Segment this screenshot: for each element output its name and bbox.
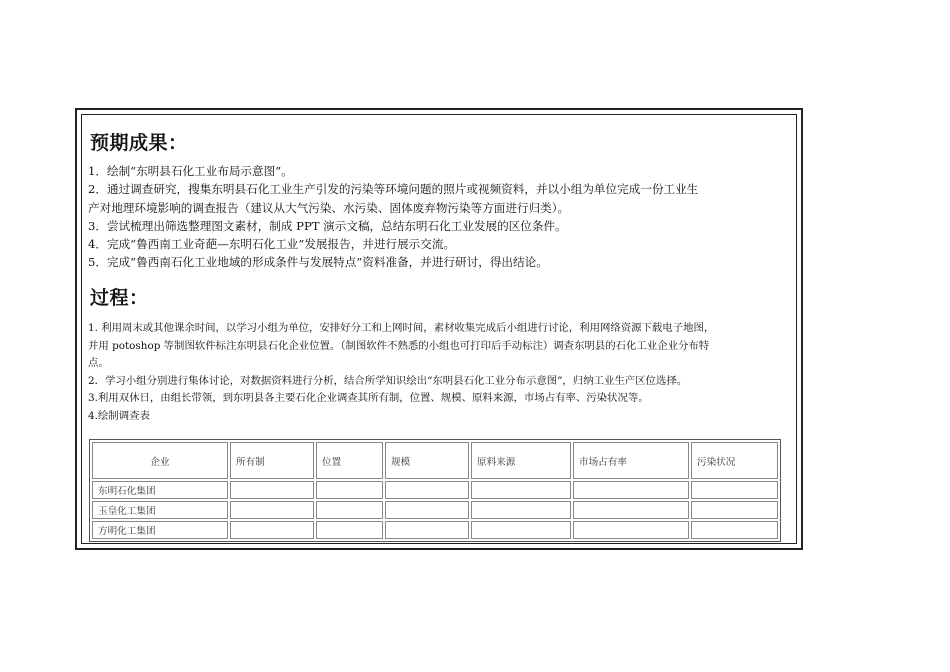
results-item: 2．通过调查研究，搜集东明县石化工业生产引发的污染等环境问题的照片或视频资料，并以小组为单位完成一份工业生 [88,182,699,197]
process-item: 点。 [88,357,109,369]
table-cell [691,521,778,539]
process-item: 3.利用双休日，由组长带领，到东明县各主要石化企业调查其所有制，位置、规模、原料来源，市场占有率、污染状况等。 [88,392,649,404]
process-list [88,320,794,425]
results-heading: 预期成果： [90,132,188,154]
table-cell [691,501,778,519]
table-row [92,481,778,499]
process-heading: 过程： [90,287,149,309]
header-cell-scale: 规模 [385,442,469,479]
table-cell [316,501,383,519]
table-cell [385,501,469,519]
process-item: 2．学习小组分别进行集体讨论，对数据资料进行分析，结合所学知识绘出“东明县石化工业分布示意图”，归纳工业生产区位选择。 [88,374,688,387]
table-row [92,521,778,539]
table-cell [316,481,383,499]
table-cell-enterprise: 玉皇化工集团 [92,501,228,519]
results-item: 产对地理环境影响的调查报告（建议从大气污染、水污染、固体废弃物污染等方面进行归类）。 [88,200,570,215]
results-item: 3．尝试梳理出筛选整理图文素材，制成 PPT 演示文稿，总结东明石化工业发展的区位条件。 [88,218,567,233]
table-cell [385,481,469,499]
header-cell-pollution: 污染状况 [691,442,778,479]
table-cell [573,501,689,519]
content-frame [75,108,803,550]
table-cell [471,521,571,539]
header-cell-location: 位置 [316,442,383,479]
table-header-row [92,442,778,479]
process-item: 1. 利用周末或其他课余时间，以学习小组为单位，安排好分工和上网时间，素材收集完成后小组进行讨论，利用网络资源下载电子地图， [88,322,715,334]
process-item: 4.绘制调查表 [88,409,150,422]
table-cell [471,481,571,499]
header-cell-ownership: 所有制 [230,442,314,479]
survey-table [89,439,781,542]
content-inner-frame [81,114,797,544]
header-cell-raw-material: 原料来源 [471,442,571,479]
table-cell [573,521,689,539]
results-list [88,162,794,272]
table-cell [573,481,689,499]
table-cell [691,481,778,499]
results-item: 1．绘制“东明县石化工业布局示意图”。 [88,164,293,178]
header-cell-enterprise: 企业 [92,442,228,479]
table-cell [230,521,314,539]
table-cell [230,481,314,499]
results-item: 5．完成“鲁西南石化工业地域的形成条件与发展特点”资料准备，并进行研讨，得出结论。 [88,255,548,270]
table-cell-enterprise: 方明化工集团 [92,521,228,539]
table-cell-enterprise: 东明石化集团 [92,481,228,499]
table-row [92,501,778,519]
table-cell [385,521,469,539]
results-item: 4．完成“鲁西南工业奇葩—东明石化工业”发展报告，并进行展示交流。 [88,237,456,252]
table-cell [230,501,314,519]
process-item: 并用 potoshop 等制图软件标注东明县石化企业位置。（制图软件不熟悉的小组也可打印后手动标注）调查东明县的石化工业企业分布特 [88,339,710,352]
table-cell [316,521,383,539]
header-cell-market-share: 市场占有率 [573,442,689,479]
table-cell [471,501,571,519]
